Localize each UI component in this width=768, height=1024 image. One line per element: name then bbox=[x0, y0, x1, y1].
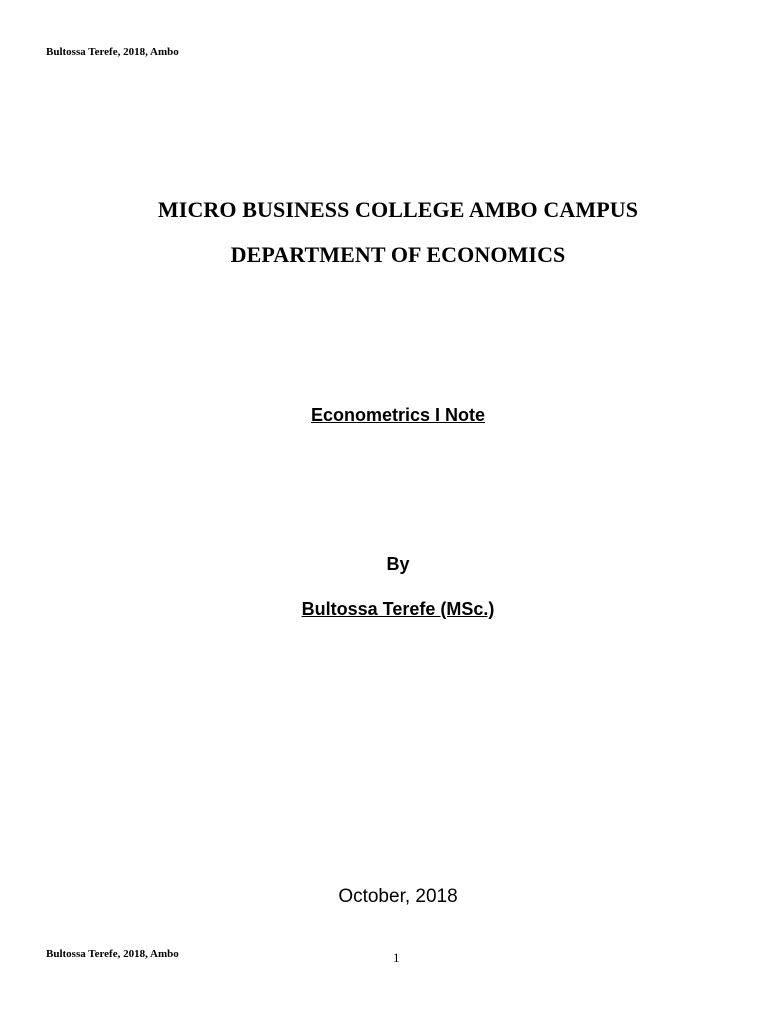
institution-title: MICRO BUSINESS COLLEGE AMBO CAMPUS bbox=[157, 197, 639, 222]
page-footer: Bultossa Terefe, 2018, Ambo bbox=[46, 948, 179, 960]
page-number: 1 bbox=[393, 950, 400, 965]
by-label: By bbox=[386, 554, 410, 574]
note-title: Econometrics I Note bbox=[310, 405, 486, 425]
page-header: Bultossa Terefe, 2018, Ambo bbox=[46, 46, 179, 58]
document-date: October, 2018 bbox=[338, 886, 458, 907]
author-name: Bultossa Terefe (MSc.) bbox=[301, 599, 495, 619]
department-title: DEPARTMENT OF ECONOMICS bbox=[230, 242, 566, 267]
